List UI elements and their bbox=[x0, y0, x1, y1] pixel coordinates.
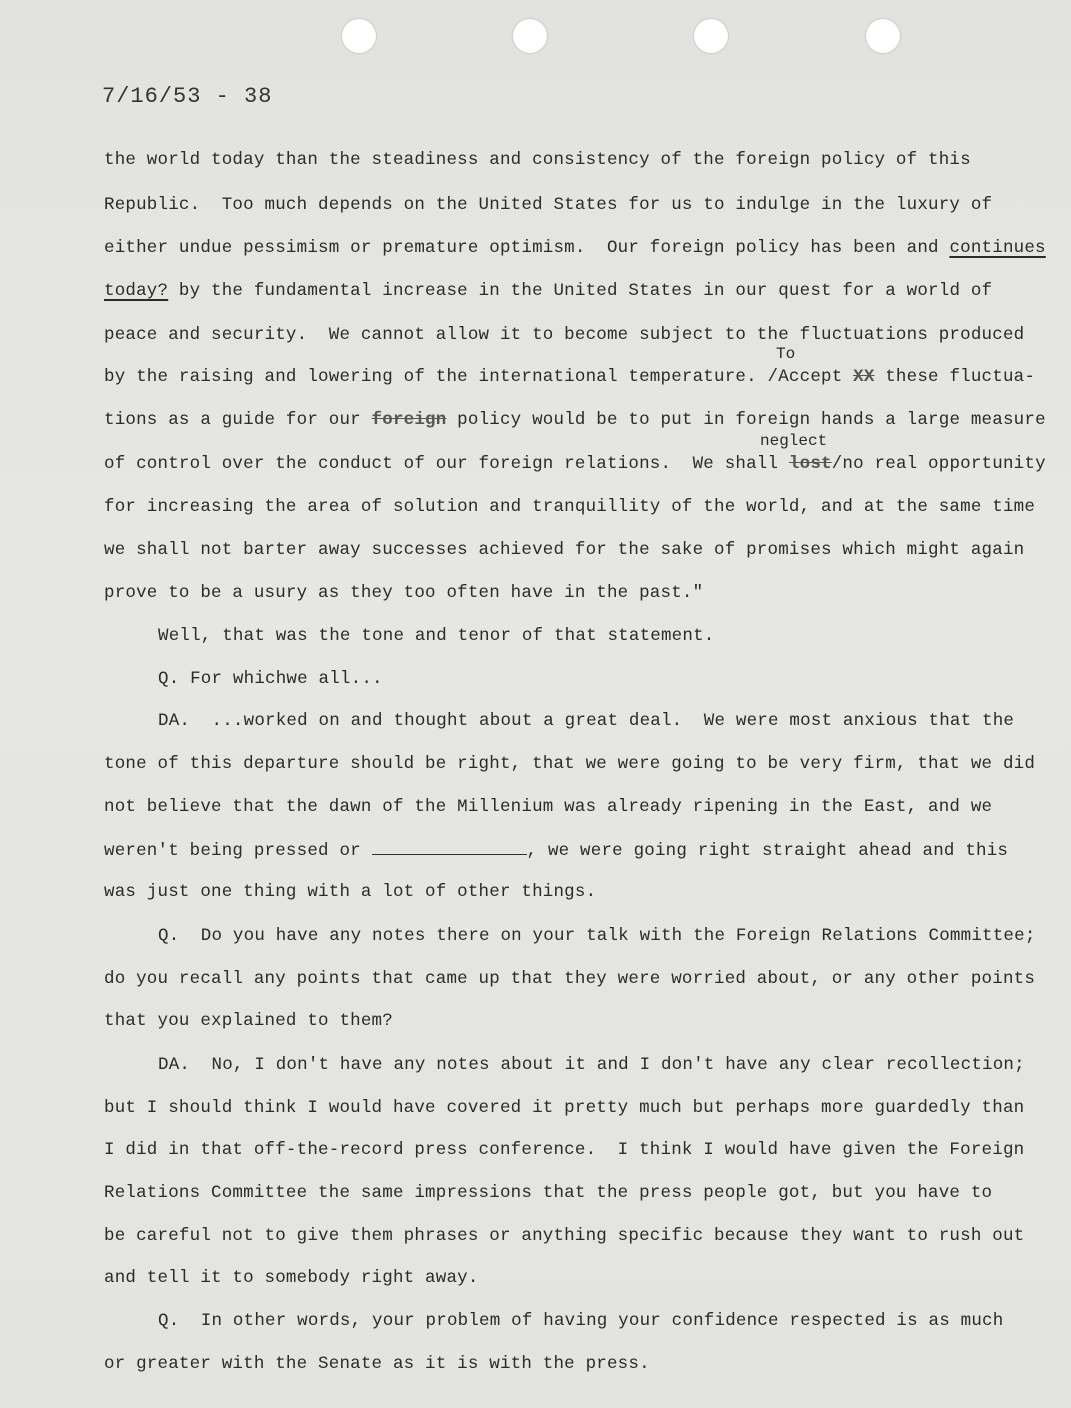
punch-hole bbox=[866, 19, 900, 53]
text-line: we shall not barter away successes achieved for the sake of promises which might again bbox=[104, 540, 1025, 560]
underlined-word: today? bbox=[104, 281, 169, 301]
text-line bbox=[104, 281, 992, 301]
text-line: Relations Committee the same impressions that the press people got, but you have to bbox=[104, 1183, 993, 1203]
text-line: DA. ...worked on and thought about a great deal. We were most anxious that the bbox=[158, 711, 1015, 731]
text-line bbox=[104, 367, 1035, 387]
text-line: was just one thing with a lot of other things. bbox=[104, 882, 597, 902]
text-segment: weren't being pressed or bbox=[104, 841, 372, 861]
text-segment: policy would be to put in foreign hands a large measure bbox=[446, 410, 1046, 430]
text-line: Q. Do you have any notes there on your talk with the Foreign Relations Committee; bbox=[158, 926, 1036, 946]
text-line: and tell it to somebody right away. bbox=[104, 1268, 479, 1288]
struck-text: lost bbox=[788, 454, 832, 474]
blank-line bbox=[372, 840, 527, 855]
text-segment: either undue pessimism or premature optimism. Our foreign policy has been and bbox=[104, 238, 950, 258]
text-line bbox=[104, 238, 1046, 258]
text-line: for increasing the area of solution and tranquillity of the world, and at the same time bbox=[104, 497, 1036, 517]
text-segment: , we were going right straight ahead and this bbox=[526, 841, 1009, 861]
text-line: DA. No, I don't have any notes about it and I don't have any clear recollection; bbox=[158, 1055, 1025, 1075]
struck-text: foreign bbox=[371, 410, 447, 430]
handwritten-insertion: To bbox=[776, 345, 796, 363]
punch-hole bbox=[694, 19, 728, 53]
text-line: the world today than the steadiness and consistency of the foreign policy of this bbox=[104, 150, 971, 170]
punch-hole bbox=[342, 19, 376, 53]
text-line: Q. For whichwe all... bbox=[158, 669, 383, 689]
text-line: Well, that was the tone and tenor of that statement. bbox=[158, 626, 715, 646]
underlined-word: continues bbox=[949, 238, 1046, 258]
text-line: Q. In other words, your problem of having your confidence respected is as much bbox=[158, 1311, 1004, 1331]
handwritten-insertion: neglect bbox=[760, 432, 828, 450]
text-line: or greater with the Senate as it is with the press. bbox=[104, 1354, 650, 1374]
punch-hole bbox=[513, 19, 547, 53]
text-segment: tions as a guide for our bbox=[104, 410, 372, 430]
page-number: 7/16/53 - 38 bbox=[102, 84, 273, 109]
text-line bbox=[104, 410, 1046, 430]
text-segment: by the fundamental increase in the United States in our quest for a world of bbox=[168, 281, 993, 301]
text-line: I did in that off-the-record press conference. I think I would have given the Foreign bbox=[104, 1140, 1025, 1160]
text-line: not believe that the dawn of the Millenium was already ripening in the East, and we bbox=[104, 797, 993, 817]
text-line: tone of this departure should be right, that we were going to be very firm, that we did bbox=[104, 754, 1036, 774]
text-segment: /no real opportunity bbox=[831, 454, 1046, 474]
text-segment: by the raising and lowering of the international temperature. /Accept bbox=[104, 367, 854, 387]
text-line bbox=[104, 454, 1046, 474]
text-line: that you explained to them? bbox=[104, 1011, 393, 1031]
text-line: prove to be a usury as they too often have in the past." bbox=[104, 583, 704, 603]
text-line: peace and security. We cannot allow it to become subject to the fluctuations produced bbox=[104, 325, 1025, 345]
text-line: be careful not to give them phrases or anything specific because they want to rush out bbox=[104, 1226, 1025, 1246]
text-line: do you recall any points that came up that they were worried about, or any other points bbox=[104, 969, 1036, 989]
text-segment: these fluctua- bbox=[874, 367, 1036, 387]
text-line: Republic. Too much depends on the United States for us to indulge in the luxury of bbox=[104, 195, 993, 215]
text-line bbox=[104, 840, 1008, 861]
text-line: but I should think I would have covered it pretty much but perhaps more guardedly than bbox=[104, 1098, 1025, 1118]
text-segment: of control over the conduct of our foreign relations. We shall bbox=[104, 454, 789, 474]
struck-text: XX bbox=[853, 367, 875, 387]
